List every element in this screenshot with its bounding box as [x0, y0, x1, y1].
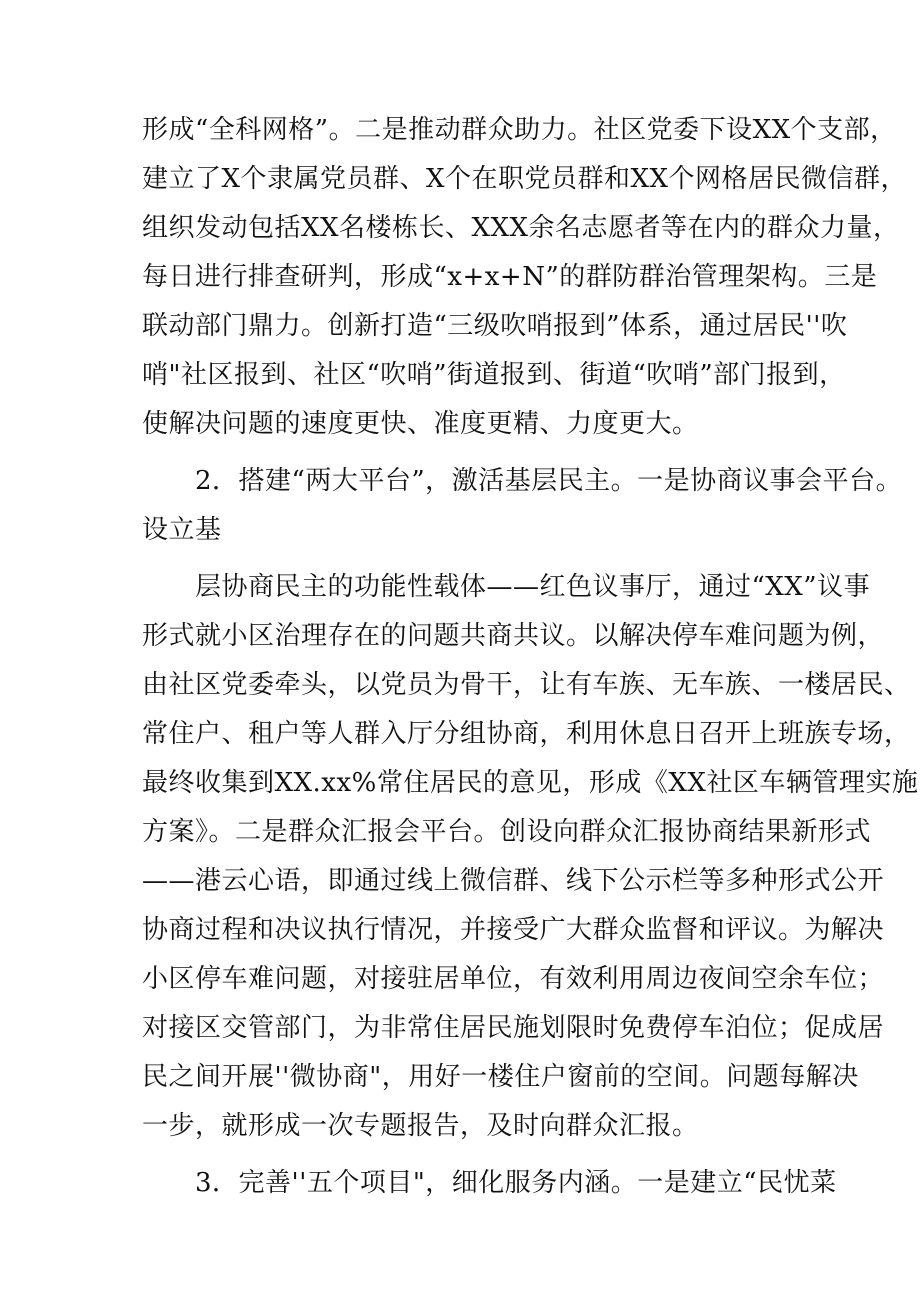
paragraph-2 [142, 457, 903, 555]
text-line: 3．完善''五个项目"，细化服务内涵。一是建立“民忧菜 [142, 1168, 837, 1198]
text-line: 最终收集到XX.xx%常住居民的意见，形成《XX社区车辆管理实施 [142, 768, 919, 798]
text-line: 组织发动包括XX名楼栋长、XXX余名志愿者等在内的群众力量， [142, 213, 900, 243]
paragraph-3 [142, 563, 919, 1151]
paragraph-4 [142, 1159, 837, 1208]
text-line: 形成“全科网格”。二是推动群众助力。社区党委下设XX个支部， [142, 115, 897, 145]
text-line: 小区停车难问题，对接驻居单位，有效利用周边夜间空余车位； [142, 964, 885, 994]
text-line: 联动部门鼎力。创新打造“三级吹哨报到”体系，通过居民''吹 [142, 311, 848, 341]
text-line: 设立基 [142, 515, 222, 545]
text-line: 哨"社区报到、社区“吹哨”街道报到、街道“吹哨”部门报到， [142, 360, 846, 390]
text-line: 建立了X个隶属党员群、X个在职党员群和XX个网格居民微信群， [142, 164, 908, 194]
text-line: 每日进行排查研判，形成“x+x+N”的群防群治管理架构。三是 [142, 262, 878, 292]
paragraph-spacer [142, 1151, 792, 1159]
paragraph-1 [142, 106, 908, 449]
text-line: 对接区交管部门，为非常住居民施划限时免费停车泊位；促成居 [142, 1013, 885, 1043]
text-line: 常住户、租户等人群入厅分组协商，利用休息日召开上班族专场， [142, 719, 911, 749]
text-line: 使解决问题的速度更快、准度更精、力度更大。 [142, 409, 699, 439]
text-line: ——港云心语，即通过线上微信群、线下公示栏等多种形式公开 [142, 866, 885, 896]
text-line: 2．搭建“两大平台”，激活基层民主。一是协商议事会平台。 [142, 466, 903, 496]
document-body [142, 106, 919, 1208]
paragraph-spacer [142, 449, 792, 457]
text-line: 由社区党委牵头，以党员为骨干，让有车族、无车族、一楼居民、 [142, 670, 911, 700]
text-line: 协商过程和决议执行情况，并接受广大群众监督和评议。为解决 [142, 915, 885, 945]
paragraph-spacer [142, 555, 792, 563]
text-line: 方案》。二是群众汇报会平台。创设向群众汇报协商结果新形式 [142, 817, 872, 847]
text-line: 一步，就形成一次专题报告，及时向群众汇报。 [142, 1111, 699, 1141]
text-line: 民之间开展''微协商"，用好一楼住户窗前的空间。问题每解决 [142, 1062, 859, 1092]
text-line: 形式就小区治理存在的问题共商共议。以解决停车难问题为例， [142, 621, 885, 651]
text-line: 层协商民主的功能性载体——红色议事厅，通过“XX”议事 [142, 572, 871, 602]
